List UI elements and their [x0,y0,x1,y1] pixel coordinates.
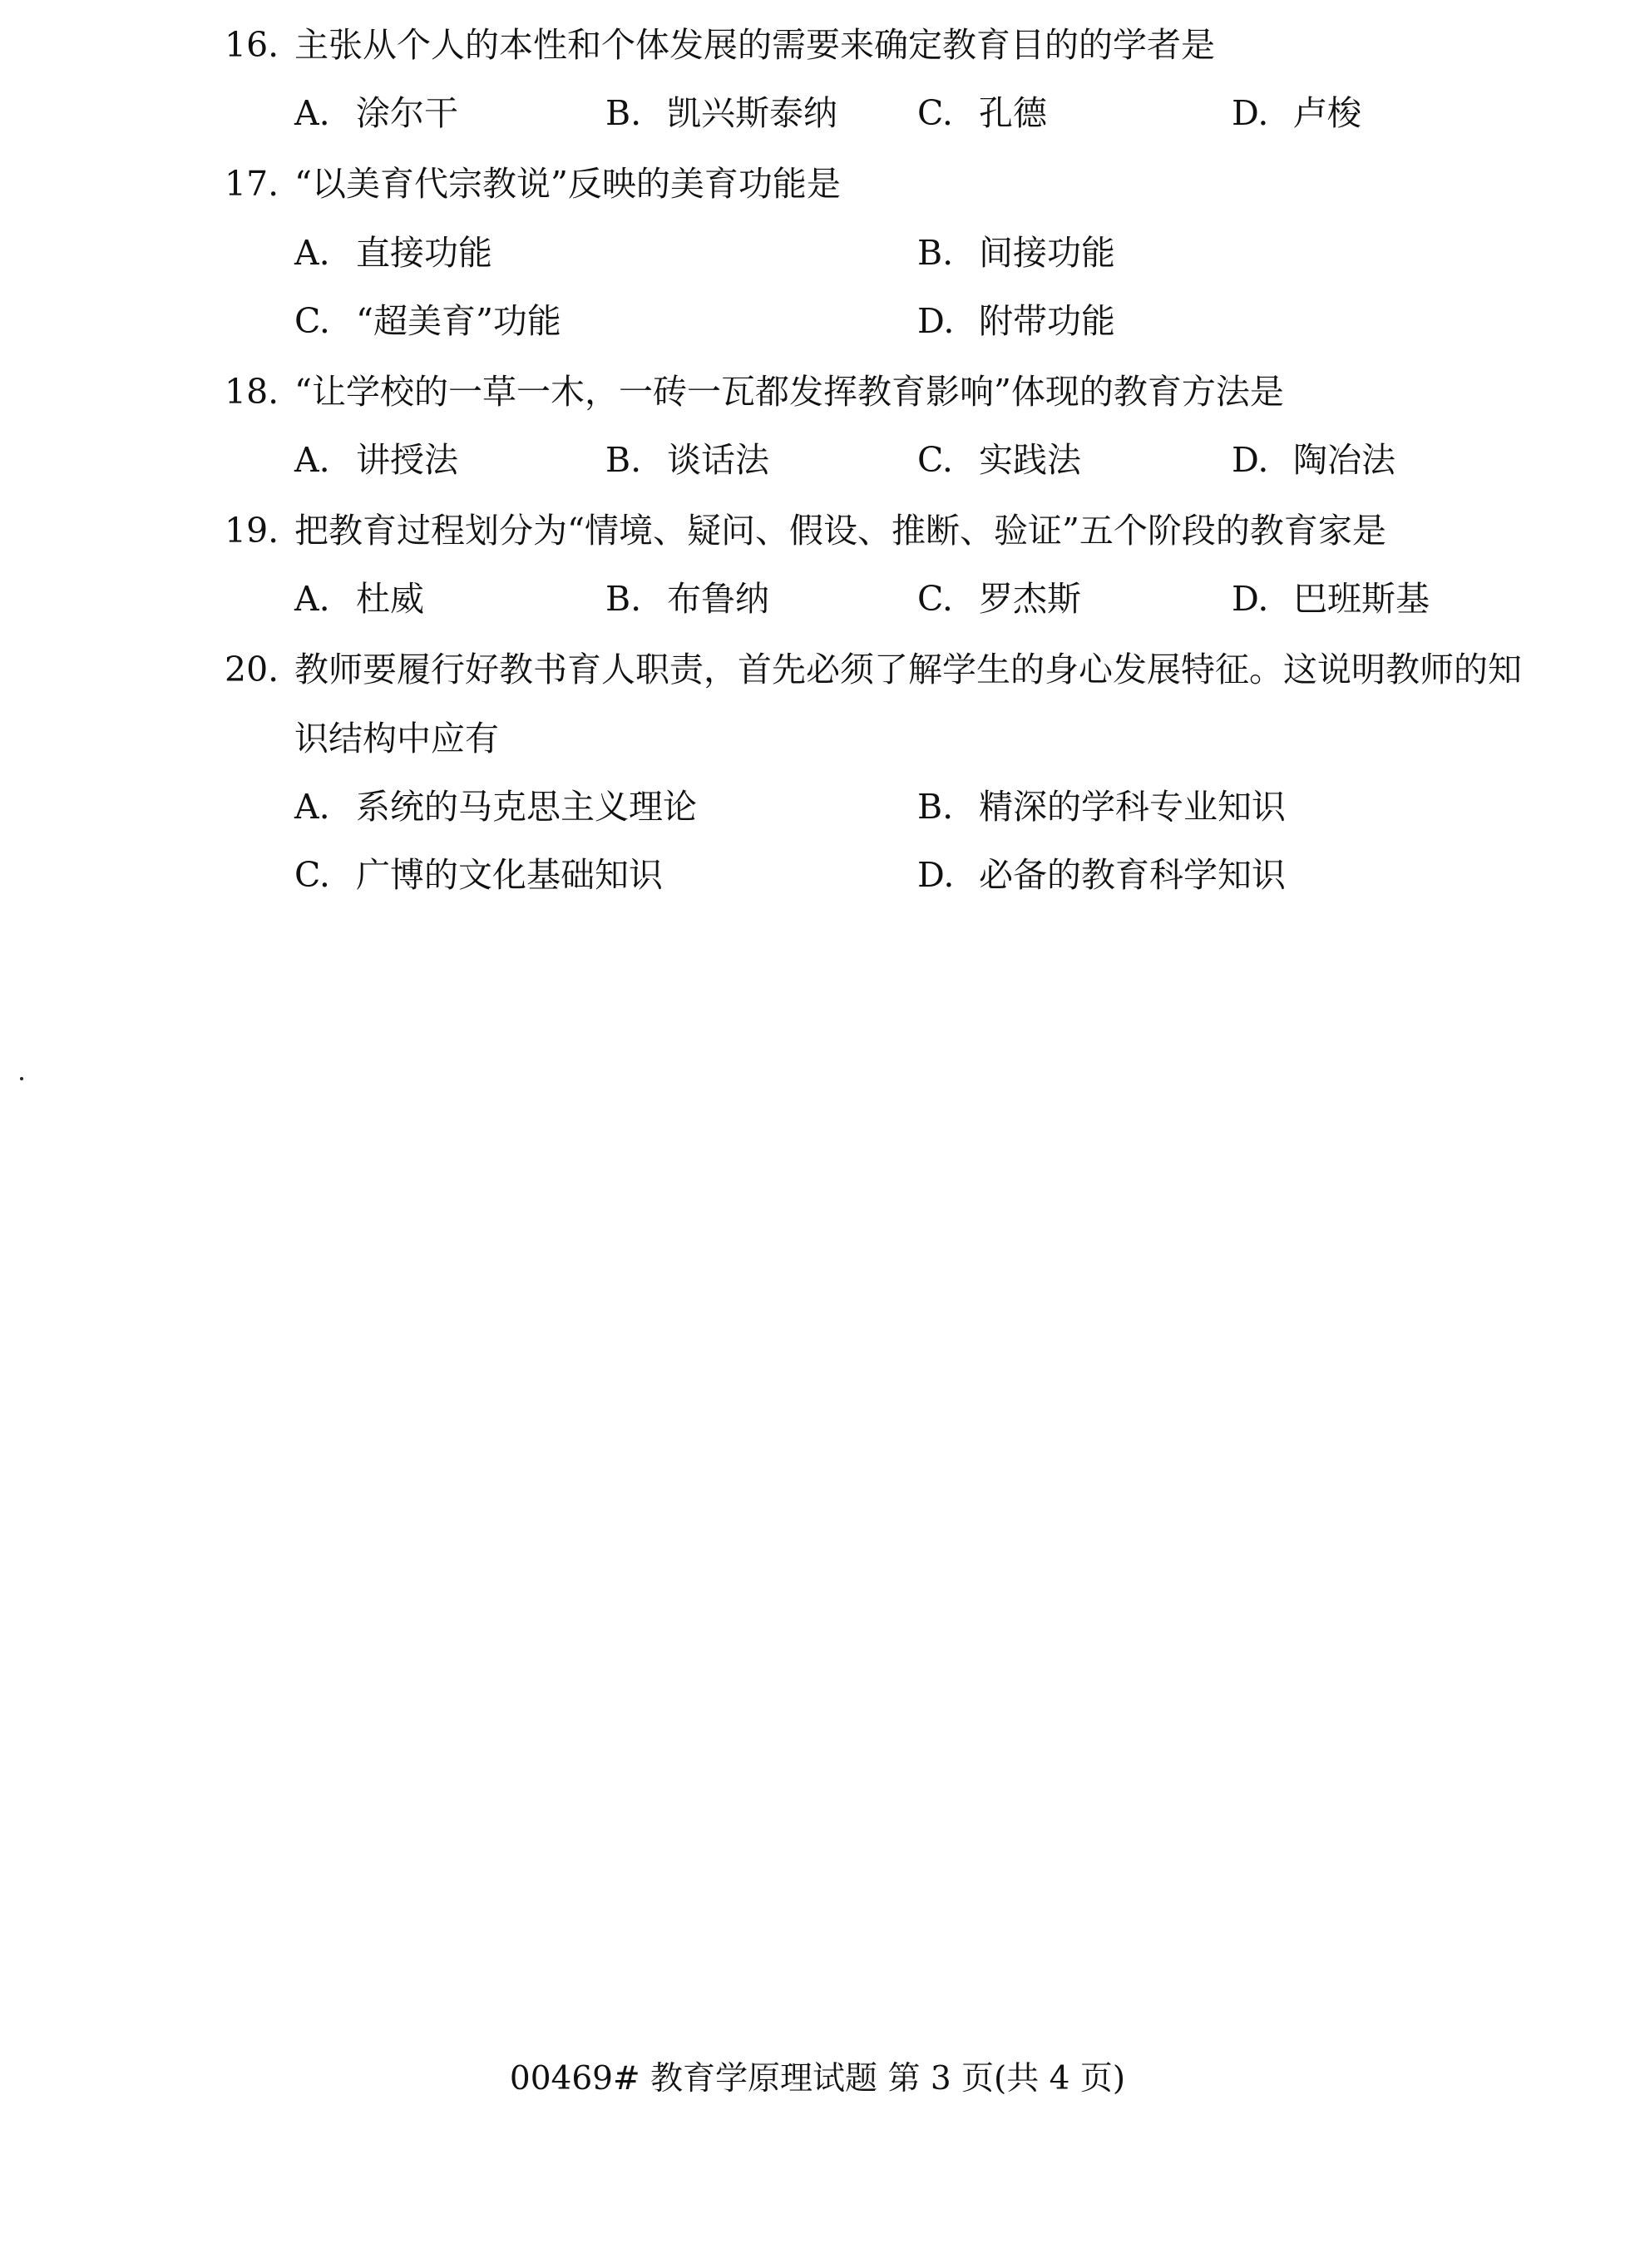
question-16-stem [225,23,1215,67]
option-text: 孔德 [979,93,1047,133]
option-text: 陶冶法 [1293,440,1395,480]
option-text: 谈话法 [667,440,769,480]
option-text: 凯兴斯泰纳 [667,93,837,133]
question-19-option-d [1232,577,1430,620]
option-text: 精深的学科专业知识 [979,787,1286,827]
option-letter: C. [294,301,330,341]
question-text: 主张从个人的本性和个体发展的需要来确定教育目的的学者是 [294,25,1215,65]
question-text: 把教育过程划分为“情境、疑问、假设、推断、验证”五个阶段的教育家是 [294,511,1386,551]
option-letter: C. [917,93,953,133]
option-letter: B. [605,579,642,619]
option-letter: D. [1232,440,1269,480]
question-16-option-c [917,91,1047,135]
option-text: 巴班斯基 [1293,579,1430,619]
option-letter: A. [294,233,330,273]
question-16-option-d [1232,91,1361,135]
question-16-option-b [605,91,837,135]
option-text: 卢梭 [1293,93,1361,133]
question-19-stem [225,509,1386,552]
question-18-option-b [605,438,769,482]
option-text: 附带功能 [979,301,1115,341]
question-19-option-a [294,577,424,620]
question-number: 17. [225,164,279,204]
question-18-option-d [1232,438,1395,482]
question-20-option-c [294,853,663,897]
question-17-option-b [917,231,1115,274]
question-18-option-a [294,438,458,482]
question-17-option-a [294,231,492,274]
option-letter: B. [605,440,642,480]
option-letter: D. [1232,579,1269,619]
option-text: 间接功能 [979,233,1115,273]
question-20-stem-continuation: 识结构中应有 [294,719,499,758]
question-number: 18. [225,372,279,412]
option-letter: A. [294,93,330,133]
option-text: 必备的教育科学知识 [979,855,1286,895]
page-footer: 00469# 教育学原理试题 第 3 页(共 4 页) [509,2060,1126,2098]
question-text: “以美育代宗教说”反映的美育功能是 [294,164,841,204]
option-letter: A. [294,440,330,480]
option-letter: B. [917,233,954,273]
question-number: 19. [225,511,279,551]
question-text: “让学校的一草一木，一砖一瓦都发挥教育影响”体现的教育方法是 [294,372,1284,412]
question-number: 16. [225,25,279,65]
option-letter: A. [294,579,330,619]
question-19-option-b [605,577,769,620]
option-text: 罗杰斯 [979,579,1081,619]
question-20-option-d [917,853,1286,897]
option-text: 杜威 [356,579,424,619]
option-letter: C. [294,855,330,895]
question-text: 教师要履行好教书育人职责，首先必须了解学生的身心发展特征。这说明教师的知 [294,650,1522,689]
option-letter: D. [1232,93,1269,133]
option-text: 广博的文化基础知识 [356,855,663,895]
question-17-option-c [294,299,561,343]
question-20-stem [225,648,1522,691]
option-text: 布鲁纳 [667,579,769,619]
question-20-option-b [917,785,1286,828]
option-letter: C. [917,440,953,480]
option-text: 实践法 [979,440,1081,480]
option-text: 系统的马克思主义理论 [356,787,697,827]
option-text: 涂尔干 [356,93,458,133]
option-letter: D. [917,301,955,341]
question-17-stem [225,162,841,205]
option-letter: D. [917,855,955,895]
question-number: 20. [225,650,279,689]
option-letter: B. [605,93,642,133]
question-19-option-c [917,577,1081,620]
option-text: 直接功能 [356,233,492,273]
question-16-option-a [294,91,458,135]
option-text: 讲授法 [356,440,458,480]
question-17-option-d [917,299,1115,343]
option-letter: A. [294,787,330,827]
question-20-option-a [294,785,697,828]
question-18-option-c [917,438,1081,482]
option-text: “超美育”功能 [356,301,561,341]
scan-speck [20,1077,23,1080]
option-letter: B. [917,787,954,827]
question-18-stem [225,370,1284,413]
option-letter: C. [917,579,953,619]
